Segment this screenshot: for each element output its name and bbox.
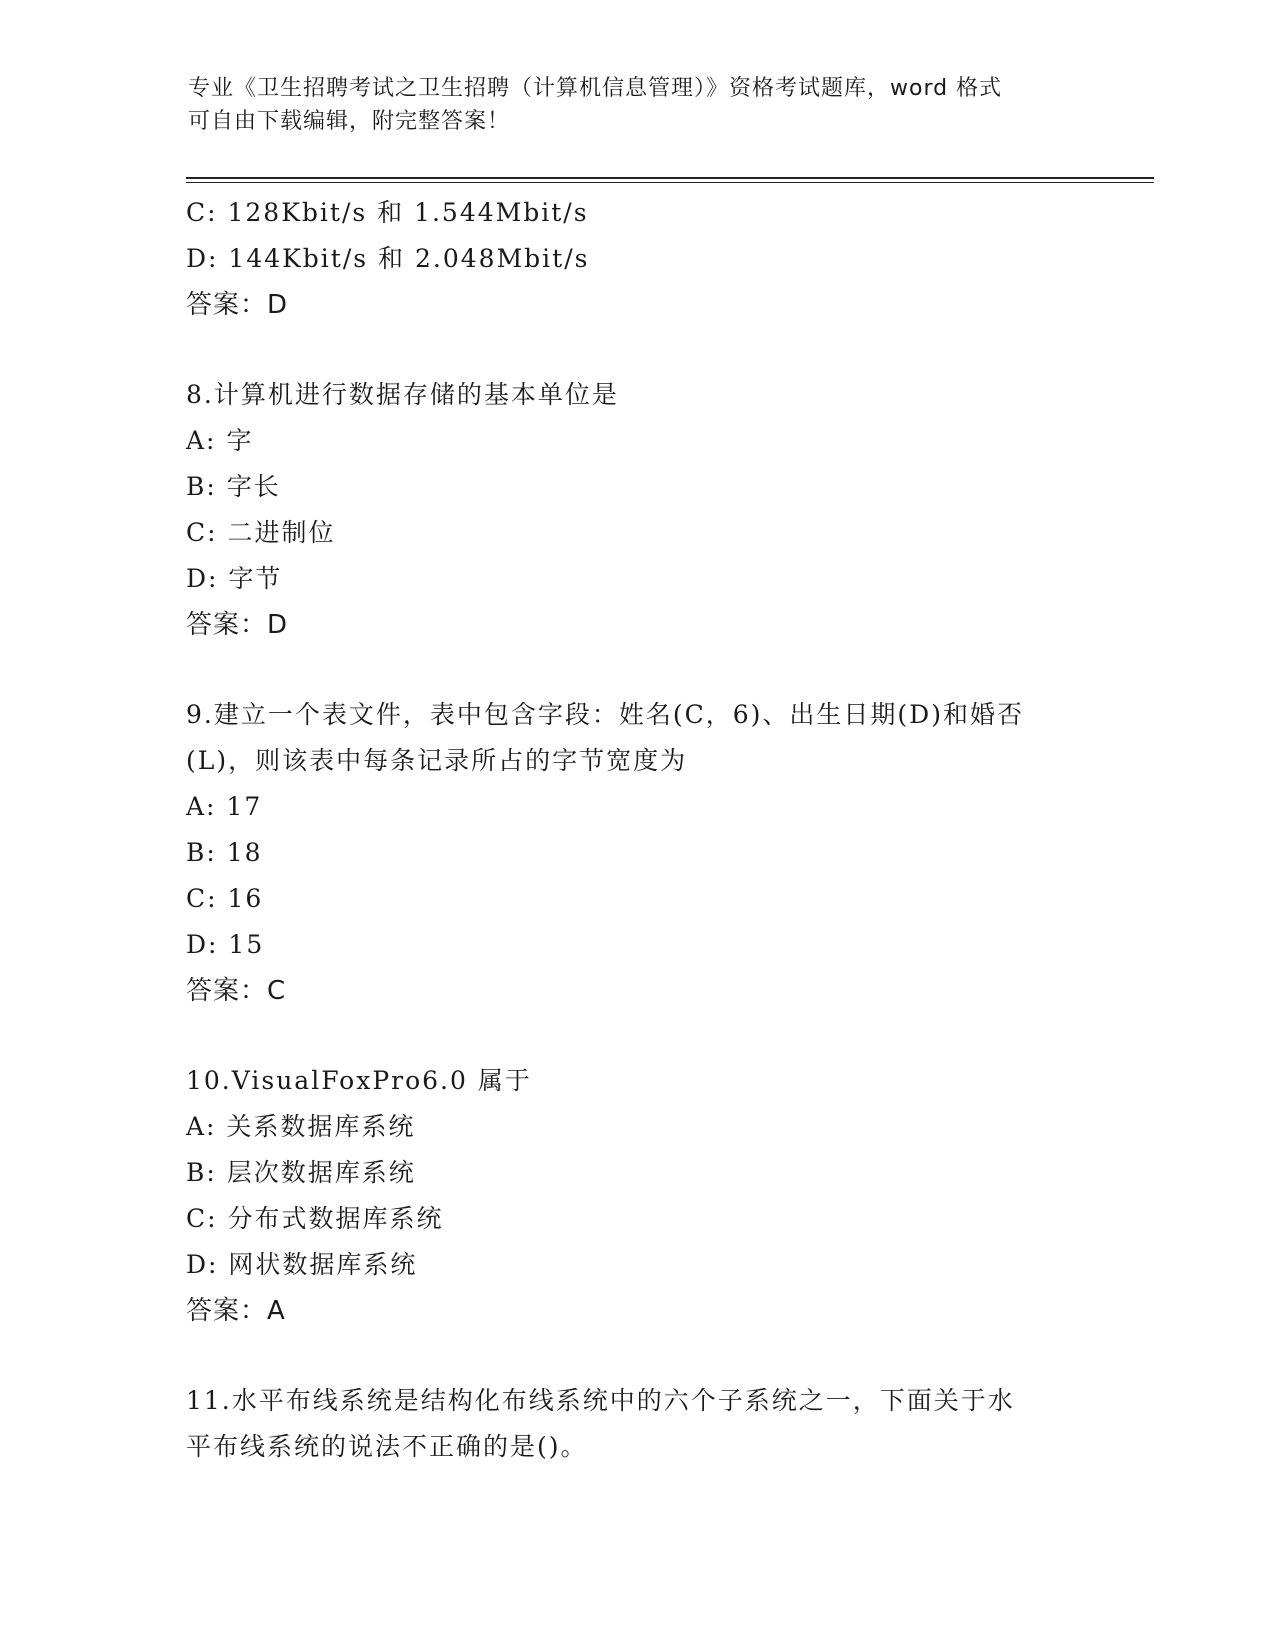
question-8-option-b: B: 字长 [186, 472, 281, 501]
question-11-stem-line-1: 11.水平布线系统是结构化布线系统中的六个子系统之一，下面关于水 [186, 1386, 1015, 1415]
question-9 [186, 692, 1086, 1014]
header-divider-thin [186, 182, 1154, 183]
header-line-2: 可自由下载编辑，附完整答案！ [188, 109, 511, 134]
prev-answer: 答案：D [186, 290, 289, 320]
header-line-1: 专业《卫生招聘考试之卫生招聘（计算机信息管理）》资格考试题库，word 格式 [188, 76, 1003, 101]
question-11-stem-line-2: 平布线系统的说法不正确的是()。 [186, 1432, 588, 1461]
question-8-option-d: D: 字节 [186, 564, 283, 593]
question-9-option-d: D: 15 [186, 930, 265, 959]
question-10-option-a: A: 关系数据库系统 [186, 1112, 416, 1141]
question-9-stem-line-2: (L)，则该表中每条记录所占的字节宽度为 [186, 746, 688, 775]
question-8 [186, 372, 1086, 648]
spacer [186, 328, 1086, 372]
document-body [186, 190, 1086, 1470]
question-10-option-b: B: 层次数据库系统 [186, 1158, 416, 1187]
question-9-option-a: A: 17 [186, 792, 263, 821]
spacer [186, 1014, 1086, 1058]
question-8-option-c: C: 二进制位 [186, 518, 336, 547]
question-11 [186, 1378, 1086, 1470]
question-10 [186, 1058, 1086, 1334]
question-10-stem: 10.VisualFoxPro6.0 属于 [186, 1066, 532, 1095]
question-8-stem: 8.计算机进行数据存储的基本单位是 [186, 380, 619, 409]
document-header [188, 72, 1088, 138]
spacer [186, 648, 1086, 692]
question-9-option-c: C: 16 [186, 884, 264, 913]
question-10-option-c: C: 分布式数据库系统 [186, 1204, 444, 1233]
question-9-stem-line-1: 9.建立一个表文件，表中包含字段：姓名(C，6)、出生日期(D)和婚否 [186, 700, 1024, 729]
spacer [186, 1334, 1086, 1378]
question-9-answer: 答案：C [186, 976, 287, 1006]
question-10-option-d: D: 网状数据库系统 [186, 1250, 418, 1279]
question-8-answer: 答案：D [186, 610, 289, 640]
prev-option-d: D: 144Kbit/s 和 2.048Mbit/s [186, 244, 590, 273]
header-divider-thick [186, 177, 1154, 179]
prev-option-c: C: 128Kbit/s 和 1.544Mbit/s [186, 198, 589, 227]
question-8-option-a: A: 字 [186, 426, 254, 455]
question-9-option-b: B: 18 [186, 838, 263, 867]
question-10-answer: 答案：A [186, 1296, 286, 1326]
